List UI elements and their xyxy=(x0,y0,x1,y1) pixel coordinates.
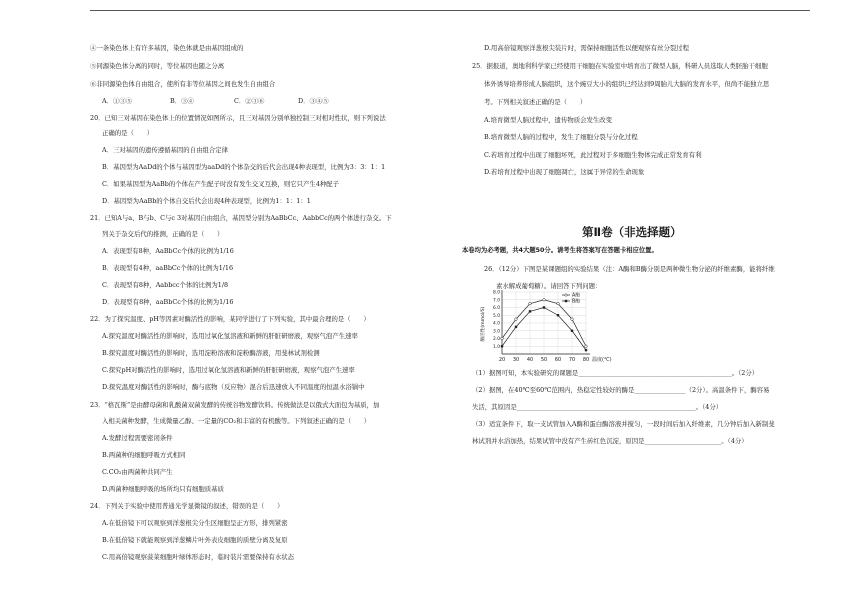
x-tick-label: 40 xyxy=(526,357,534,363)
data-point xyxy=(515,326,517,328)
q22-option-b: B.探究温度对酶活性的影响时，选用淀粉溶液和淀粉酶溶液，用斐林试剂检测 xyxy=(102,349,320,357)
header-rule xyxy=(90,10,810,11)
q24-stem: 24．下列关于实验中使用普通光学显微镜的叙述，错误的是（ ） xyxy=(90,502,284,510)
data-point xyxy=(585,349,587,351)
q21-stem: 21．已知A与a、B与b、C与c 3对基因自由组合，基因型分别为AaBbCc、AabbCc的两个体进行杂交。下 xyxy=(90,214,392,222)
data-point xyxy=(543,306,545,308)
section-title: 第Ⅱ卷（非选择题） xyxy=(582,225,682,239)
chart-labels xyxy=(480,290,612,363)
q23-stem: 23．“格瓦斯”是由酵母菌和乳酸菌双菌发酵的传统谷物发酵饮料。传统做法是以俄式大面包为基质，加 xyxy=(90,401,380,409)
q25-option-b: B.培育微型人脑的过程中，发生了细胞分裂与分化过程 xyxy=(484,133,638,141)
data-point xyxy=(515,318,518,321)
q23-option-a: A.发酵过程需要密闭条件 xyxy=(102,434,173,442)
x-tick-label: 30 xyxy=(512,357,520,363)
x-tick-label: 70 xyxy=(568,357,576,363)
q24-option-d: D.用高倍镜观察洋葱根尖装片时，需保持细胞活性以便观察有丝分裂过程 xyxy=(484,44,690,52)
q25-stem: 25．据报道，奥地利科学家已经使用干细胞在实验室中培育出了微型人脑，科研人员选取人类胚胎干细胞 xyxy=(472,62,768,70)
data-point xyxy=(585,345,588,348)
data-point xyxy=(501,345,503,347)
q19-option-a: A．①③⑤ xyxy=(102,97,133,105)
q23-stem-cont: 入相关菌种发酵，生成微量乙醇、一定量的CO₂和丰富的有机酸等。下列叙述正确的是（ ） xyxy=(102,417,371,425)
y-tick-label: 1.0 xyxy=(493,344,500,350)
data-point xyxy=(501,337,504,340)
q26-sub2: （2）据图，在40℃至60℃范围内，热稳定性较好的酶是________________（2分）。高温条件下，酶容易 xyxy=(472,386,770,394)
x-axis-label: 温度(℃) xyxy=(592,357,612,363)
data-point xyxy=(571,318,574,321)
q19-statement-6: ⑥非同源染色体自由组合，使所有非等位基因之间也发生自由组合 xyxy=(90,80,276,88)
legend-marker xyxy=(565,294,567,296)
q22-option-c: C.探究pH对酶活性的影响时，选用过氧化氢溶液和新鲜的肝脏研磨液，观察气泡产生速率 xyxy=(102,366,355,374)
data-point xyxy=(557,314,559,316)
q23-option-b: B.两菌种的细胞呼吸方式相同 xyxy=(102,451,186,459)
legend-marker xyxy=(565,300,567,302)
q21-option-d: D．表现型有8种，aaBbCc个体的比例为1/16 xyxy=(102,298,234,306)
q24-option-b: B.在低倍镜下就能观察到洋葱鳞片叶外表皮细胞的质壁分离及复原 xyxy=(102,536,288,544)
q20-option-c: C．如果基因型为AaBb的个体在产生配子时没有发生交叉互换，则它只产生4种配子 xyxy=(102,180,340,188)
q25-stem-cont-1: 体外诱导培养形成人脑组织，这个豌豆大小的组织已经达到9周胎儿大脑的发育水平，但尚不能独立思 xyxy=(484,80,770,88)
q25-option-c: C.若培育过程中出现了细胞坏死，此过程对于多细胞生物体完成正常发育有利 xyxy=(484,151,702,159)
y-tick-label: 4.0 xyxy=(493,321,500,327)
q23-option-d: D.两菌种细胞呼吸的场所均只有细胞质基质 xyxy=(102,485,224,493)
data-point xyxy=(529,310,531,312)
q25-option-a: A.培育微型人脑过程中，遗传物质会发生改变 xyxy=(484,116,613,124)
q24-option-a: A.在低倍镜下可以观察到洋葱根尖分生区细胞呈正方形，排列紧密 xyxy=(102,519,288,527)
y-tick-label: 7.0 xyxy=(493,298,500,304)
y-tick-label: 8.0 xyxy=(493,290,500,296)
q24-option-c: C.用高倍镜观察菠菜细胞叶绿体形态时，临时装片需要保持有水状态 xyxy=(102,553,295,561)
q19-option-c: C．②③⑥ xyxy=(234,97,265,105)
q22-stem: 22．为了探究温度、pH等因素对酶活性的影响，某同学进行了下列实验，其中最合理的是（ ） xyxy=(90,315,370,323)
q21-stem-cont: 列关于杂交后代的推测，正确的是（ ） xyxy=(102,230,224,238)
q21-option-a: A．表现型有8种，AaBbCc个体的比例为1/16 xyxy=(102,247,234,255)
x-tick-label: 60 xyxy=(554,357,562,363)
q21-option-b: B．表现型有4种，aaBbCc个体的比例为1/16 xyxy=(102,264,234,272)
q22-option-a: A.探究温度对酶活性的影响时，选用过氧化氢溶液和新鲜的肝脏研磨液，观察气泡产生速率 xyxy=(102,332,358,340)
q26-sub2-cont: 失活，其原因是________________________________________________________。（4分） xyxy=(472,403,723,411)
q25-stem-cont-2: 考。下列相关叙述正确的是（ ） xyxy=(484,98,587,106)
section-note: 本卷均为必考题，共4大题50分。请考生将答案写在答题卡相应位置。 xyxy=(462,247,658,254)
q26-sub1: （1）据图可知，本实验研究的课题是________________________________________________。（2分） xyxy=(472,369,759,377)
y-tick-label: 6.0 xyxy=(493,306,500,312)
q26-stem-cont: 素水解成葡萄糖）。请回答下列问题： xyxy=(496,282,602,290)
data-point xyxy=(543,298,546,301)
q25-option-d: D.若培育过程中出现了细胞凋亡，这属于异常的生命现象 xyxy=(484,168,645,176)
data-point xyxy=(529,302,532,305)
q20-option-d: D．基因型为AaBb的个体自交后代会出现4种表现型，比例为1：1：1：1 xyxy=(102,197,311,205)
data-point xyxy=(557,302,560,305)
q19-option-b: B．③④ xyxy=(170,97,194,105)
x-tick-label: 80 xyxy=(582,357,590,363)
q26-stem: 26．（12分）下图是某课题组的实验结果（注：A酶和B酶分别是两种微生物分泌的纤维素酶，能将纤维 xyxy=(484,265,775,273)
q26-sub3: （3）适宜条件下，取一支试管加入A酶和蛋白酶溶液并搅匀，一段时间后加入纤维素，几分钟后加入新制斐 xyxy=(472,420,775,428)
q20-stem: 20．已知三对基因在染色体上的位置情况如图所示，且三对基因分别单独控制三对相对性状，则下列说法 xyxy=(90,114,386,122)
legend-label: A酶 xyxy=(572,293,581,299)
enzyme-activity-chart xyxy=(480,286,620,366)
q19-option-d: D．③④⑤ xyxy=(298,97,329,105)
y-tick-label: 5.0 xyxy=(493,313,500,319)
q21-option-c: C．表现型有8种，Aabbcc个体的比例为1/8 xyxy=(102,281,229,289)
q26-sub3-cont: 林试剂并水浴加热，结果试管中没有产生砖红色沉淀，原因是________________________。（4分） xyxy=(472,437,748,445)
q22-option-d: D.探究温度对酶活性的影响时，酶与底物（反应物）混合后迅速放入不同温度的恒温水浴锅中 xyxy=(102,383,365,391)
q19-statement-5: ⑤同源染色体分离的同时，等位基因也随之分离 xyxy=(90,62,225,70)
x-tick-label: 50 xyxy=(540,357,548,363)
y-axis-label: 酶活性(mmol/S) xyxy=(481,306,486,342)
data-point xyxy=(571,330,573,332)
q23-option-c: C.CO₂由两菌种共同产生 xyxy=(102,468,173,476)
y-tick-label: 3.0 xyxy=(493,329,500,335)
q19-statement-4: ④一条染色体上有许多基因，染色体就是由基因组成的 xyxy=(90,44,244,52)
q20-option-a: A．三对基因的遗传遵循基因的自由组合定律 xyxy=(102,146,229,154)
x-tick-label: 20 xyxy=(498,357,506,363)
y-tick-label: 2.0 xyxy=(493,337,500,343)
q20-option-b: B．基因型为AaDd的个体与基因型为aaDd的个体杂交的后代会出现4种表现型，比例为3：3：1：1 xyxy=(102,163,386,171)
legend-label: B酶 xyxy=(572,299,581,305)
q19-options xyxy=(102,96,332,105)
q20-stem-cont: 正确的是（ ） xyxy=(102,129,154,137)
